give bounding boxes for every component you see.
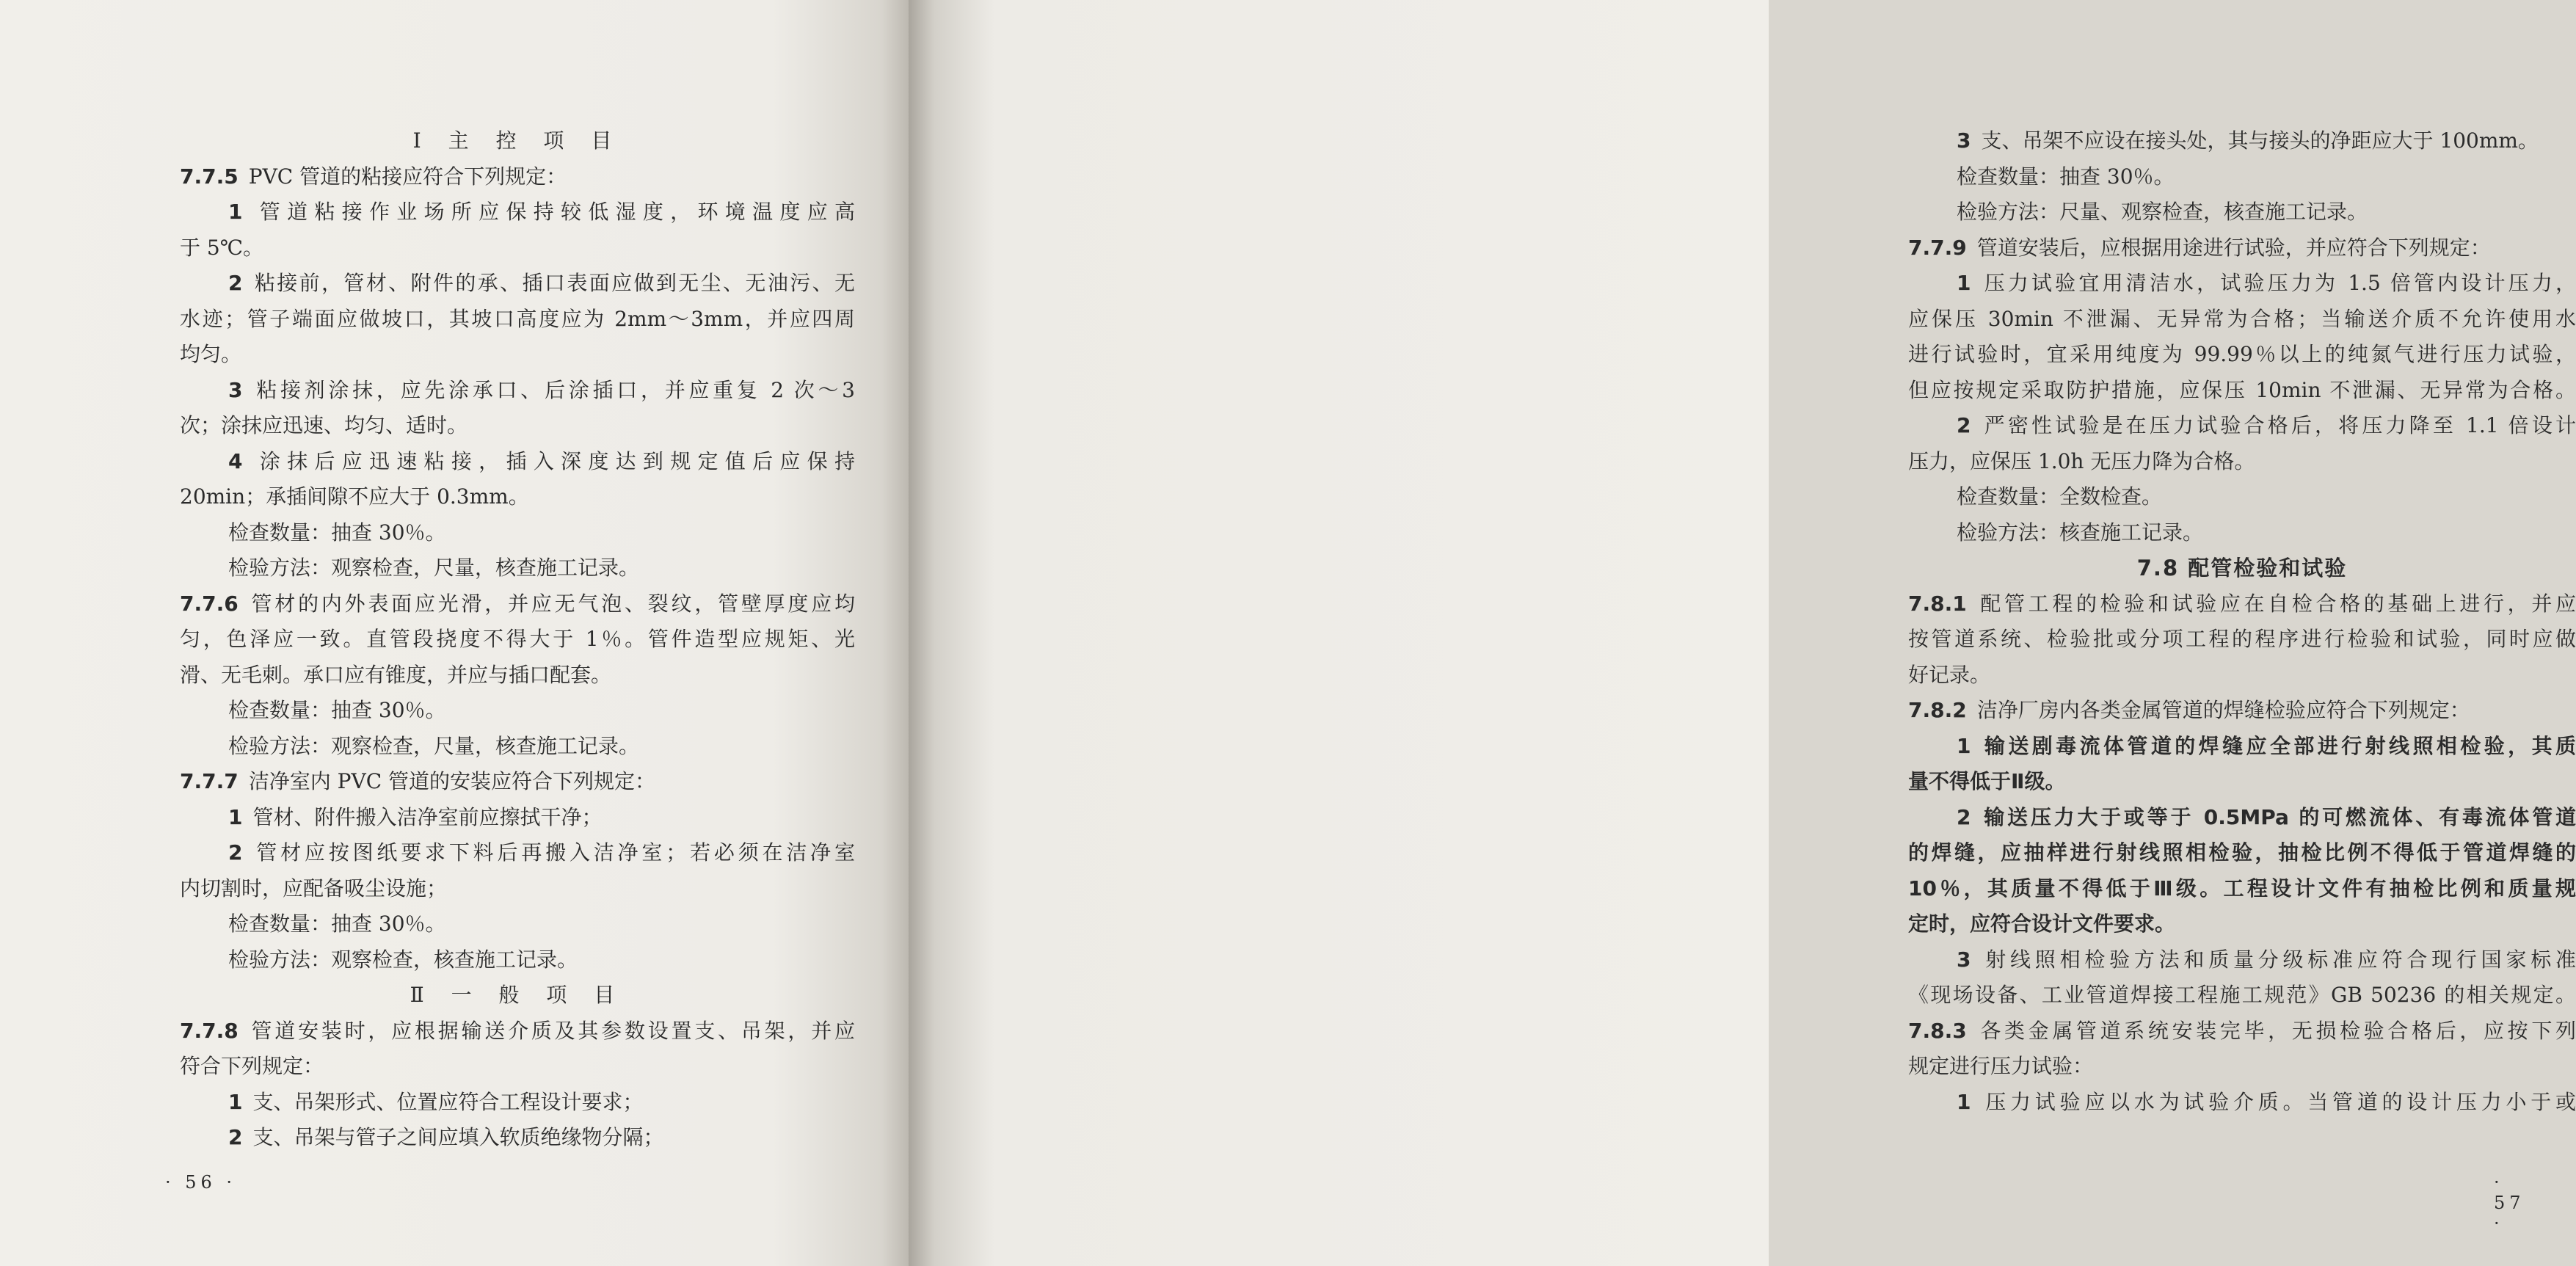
line-text: PVC 管道的粘接应符合下列规定： [248, 164, 567, 189]
clause-number: 2 [228, 840, 243, 865]
line-text: 严密性试验是在压力试验合格后，将压力降至 1.1 倍设计 [1981, 413, 2576, 437]
line-text: 内切割时，应配备吸尘设施； [180, 876, 448, 901]
line-text: 输送剧毒流体管道的焊缝应全部进行射线照相检验，其质 [1981, 733, 2576, 758]
line-text: 均匀。 [180, 342, 242, 366]
right-page [909, 0, 2576, 1266]
left-text-line [180, 1120, 855, 1156]
right-text-line [1908, 159, 2576, 195]
line-text: 管道安装后，应根据用途进行试验，并应符合下列规定： [1976, 235, 2491, 260]
line-text: 管道粘接作业场所应保持较低湿度，环境温度应高 [252, 200, 855, 224]
line-text: 涂抹后应迅速粘接，插入深度达到规定值后应保持 [252, 448, 855, 473]
left-text-line [180, 693, 855, 729]
clause-number: 2 [1957, 413, 1971, 437]
left-text-line [180, 194, 855, 230]
right-text-line [1908, 942, 2576, 978]
line-text: 射线照相检验方法和质量分级标准应符合现行国家标准 [1981, 947, 2576, 972]
left-text-line [180, 622, 855, 658]
right-text-line [1908, 194, 2576, 230]
line-text: 但应按规定采取防护措施，应保压 10min 不泄漏、无异常为合格。 [1908, 377, 2576, 402]
clause-number: 7.7.8 [180, 1018, 239, 1043]
right-text-line [1908, 1085, 2576, 1121]
left-text-line [180, 515, 855, 551]
line-text: 符合下列规定： [180, 1054, 324, 1078]
left-text-line [180, 835, 855, 871]
left-text-line [180, 942, 855, 978]
left-text-line [180, 800, 855, 836]
left-text-line [180, 550, 855, 586]
right-text-line [1908, 658, 2576, 694]
clause-number: 7.7.9 [1908, 235, 1967, 260]
line-text: 检验方法：尺量、观察检查，核查施工记录。 [1957, 200, 2368, 224]
line-text: 量不得低于Ⅱ级。 [1908, 769, 2066, 793]
clause-number: 1 [1957, 271, 1971, 295]
clause-number: 4 [228, 448, 243, 473]
line-text: 检验方法：观察检查，核查施工记录。 [228, 947, 578, 972]
clause-number: 7.7.6 [180, 591, 239, 616]
line-text: 20min；承插间隙不应大于 0.3mm。 [180, 484, 529, 509]
line-text: 检验方法：观察检查，尺量，核查施工记录。 [228, 556, 640, 580]
line-text: 压力，应保压 1.0h 无压力降为合格。 [1908, 448, 2255, 473]
line-text: 检验方法：核查施工记录。 [1957, 520, 2204, 545]
right-text-line [1908, 123, 2576, 159]
right-text-line [1908, 978, 2576, 1014]
line-text: 管材的内外表面应光滑，并应无气泡、裂纹，管壁厚度应均 [248, 591, 855, 616]
clause-number: 1 [228, 804, 243, 829]
left-text-line [180, 373, 855, 409]
line-text: 次；涂抹应迅速、均匀、适时。 [180, 413, 468, 437]
line-text: 压力试验宜用清洁水，试验压力为 1.5 倍管内设计压力， [1981, 271, 2576, 295]
line-text: 管材、附件搬入洁净室前应擦拭干净； [252, 804, 603, 829]
right-text-line [1908, 871, 2576, 907]
right-text-line [1908, 906, 2576, 942]
right-text-line [1908, 693, 2576, 729]
line-text: 的焊缝，应抽样进行射线照相检验，抽检比例不得低于管道焊缝的 [1908, 840, 2576, 865]
right-text-line [1908, 266, 2576, 302]
line-text: 检查数量：抽查 30％。 [228, 912, 446, 936]
line-text: 《现场设备、工业管道焊接工程施工规范》GB 50236 的相关规定。 [1908, 983, 2576, 1007]
clause-number: 7.7.7 [180, 769, 239, 793]
clause-number: 1 [1957, 1089, 1971, 1114]
line-text: 于 5℃。 [180, 235, 264, 260]
clause-number: 3 [228, 377, 243, 402]
right-text-line [1908, 622, 2576, 658]
clause-number: 1 [228, 200, 243, 224]
right-text-line [1908, 550, 2576, 586]
left-text-line [180, 1085, 855, 1121]
line-text: 检验方法：观察检查，尺量，核查施工记录。 [228, 733, 640, 758]
line-text: 支、吊架与管子之间应填入软质绝缘物分隔； [252, 1125, 664, 1149]
line-text: 10％，其质量不得低于Ⅲ级。工程设计文件有抽检比例和质量规 [1908, 876, 2576, 901]
clause-number: 3 [1957, 128, 1971, 153]
page-number-right: · 57 · [2494, 1172, 2525, 1234]
clause-number: 3 [1957, 947, 1971, 972]
line-text: Ⅱ 一 般 项 目 [410, 983, 625, 1007]
left-text-line [180, 764, 855, 800]
line-text: 输送压力大于或等于 0.5MPa 的可燃流体、有毒流体管道 [1981, 804, 2576, 829]
right-text-line [1908, 764, 2576, 800]
left-text-line [180, 586, 855, 622]
right-text-line [1908, 586, 2576, 622]
left-text-line [180, 159, 855, 195]
right-text-line [1908, 444, 2576, 480]
clause-number: 1 [1957, 733, 1971, 758]
line-text: 支、吊架形式、位置应符合工程设计要求； [252, 1089, 644, 1114]
right-text-line [1908, 479, 2576, 515]
right-text-line [1908, 408, 2576, 444]
right-text-line [1908, 1049, 2576, 1085]
page-number-left: · 56 · [165, 1172, 237, 1193]
left-text-line [180, 658, 855, 694]
line-text: 7.8 配管检验和试验 [2136, 556, 2348, 581]
left-text-line [180, 871, 855, 907]
line-text: 好记录。 [1908, 662, 1991, 687]
left-text-line [180, 1049, 855, 1085]
line-text: 定时，应符合设计文件要求。 [1908, 912, 2176, 936]
left-text-line [180, 302, 855, 338]
clause-number: 7.8.2 [1908, 698, 1967, 722]
clause-number: 7.8.3 [1908, 1018, 1967, 1043]
line-text: 水迹；管子端面应做坡口，其坡口高度应为 2mm～3mm，并应四周 [180, 306, 855, 331]
line-text: 匀，色泽应一致。直管段挠度不得大于 1％。管件造型应规矩、光 [180, 627, 855, 651]
line-text: 管道安装时，应根据输送介质及其参数设置支、吊架，并应 [248, 1018, 855, 1043]
clause-number: 2 [1957, 804, 1971, 829]
clause-number: 2 [228, 1125, 243, 1149]
left-text-line [180, 408, 855, 444]
clause-number: 7.8.1 [1908, 591, 1967, 616]
line-text: Ⅰ 主 控 项 目 [412, 128, 622, 153]
line-text: 支、吊架不应设在接头处，其与接头的净距应大于 100mm。 [1981, 128, 2539, 153]
line-text: 粘接前，管材、附件的承、插口表面应做到无尘、无油污、无 [252, 271, 855, 295]
right-text-line [1908, 337, 2576, 373]
left-text-line [180, 230, 855, 266]
line-text: 检查数量：抽查 30％。 [228, 698, 446, 722]
line-text: 应保压 30min 不泄漏、无异常为合格；当输送介质不允许使用水 [1908, 306, 2576, 331]
line-text: 各类金属管道系统安装完毕，无损检验合格后，应按下列 [1976, 1018, 2576, 1043]
line-text: 滑、无毛刺。承口应有锥度，并应与插口配套。 [180, 662, 612, 687]
line-text: 按管道系统、检验批或分项工程的程序进行检验和试验，同时应做 [1908, 627, 2576, 651]
right-text-line [1908, 800, 2576, 836]
right-text-line [1908, 373, 2576, 409]
line-text: 检查数量：抽查 30％。 [228, 520, 446, 545]
right-text-line [1908, 1014, 2576, 1049]
line-text: 进行试验时，宜采用纯度为 99.99％以上的纯氮气进行压力试验， [1908, 342, 2576, 366]
line-text: 检查数量：抽查 30％。 [1957, 164, 2175, 189]
line-text: 配管工程的检验和试验应在自检合格的基础上进行，并应 [1976, 591, 2576, 616]
left-page-text [180, 123, 855, 1156]
line-text: 洁净厂房内各类金属管道的焊缝检验应符合下列规定： [1976, 698, 2470, 722]
clause-number: 1 [228, 1089, 243, 1114]
left-text-line [180, 266, 855, 302]
clause-number: 2 [228, 271, 243, 295]
clause-number: 7.7.5 [180, 164, 239, 189]
left-text-line [180, 479, 855, 515]
line-text: 管材应按图纸要求下料后再搬入洁净室；若必须在洁净室 [252, 840, 855, 865]
line-text: 压力试验应以水为试验介质。当管道的设计压力小于或 [1981, 1089, 2576, 1114]
line-text: 检查数量：全数检查。 [1957, 484, 2163, 509]
right-page-text [1908, 123, 2576, 1120]
left-text-line [180, 123, 855, 159]
right-text-line [1908, 729, 2576, 765]
left-text-line [180, 978, 855, 1014]
line-text: 粘接剂涂抹，应先涂承口、后涂插口，并应重复 2 次～3 [252, 377, 855, 402]
right-text-line [1908, 515, 2576, 551]
left-text-line [180, 1014, 855, 1049]
left-text-line [180, 729, 855, 765]
line-text: 规定进行压力试验： [1908, 1054, 2094, 1078]
line-text: 洁净室内 PVC 管道的安装应符合下列规定： [248, 769, 656, 793]
right-text-line [1908, 230, 2576, 266]
right-text-line [1908, 835, 2576, 871]
left-page [0, 0, 909, 1266]
right-text-line [1908, 302, 2576, 338]
left-text-line [180, 444, 855, 480]
left-text-line [180, 337, 855, 373]
left-text-line [180, 906, 855, 942]
